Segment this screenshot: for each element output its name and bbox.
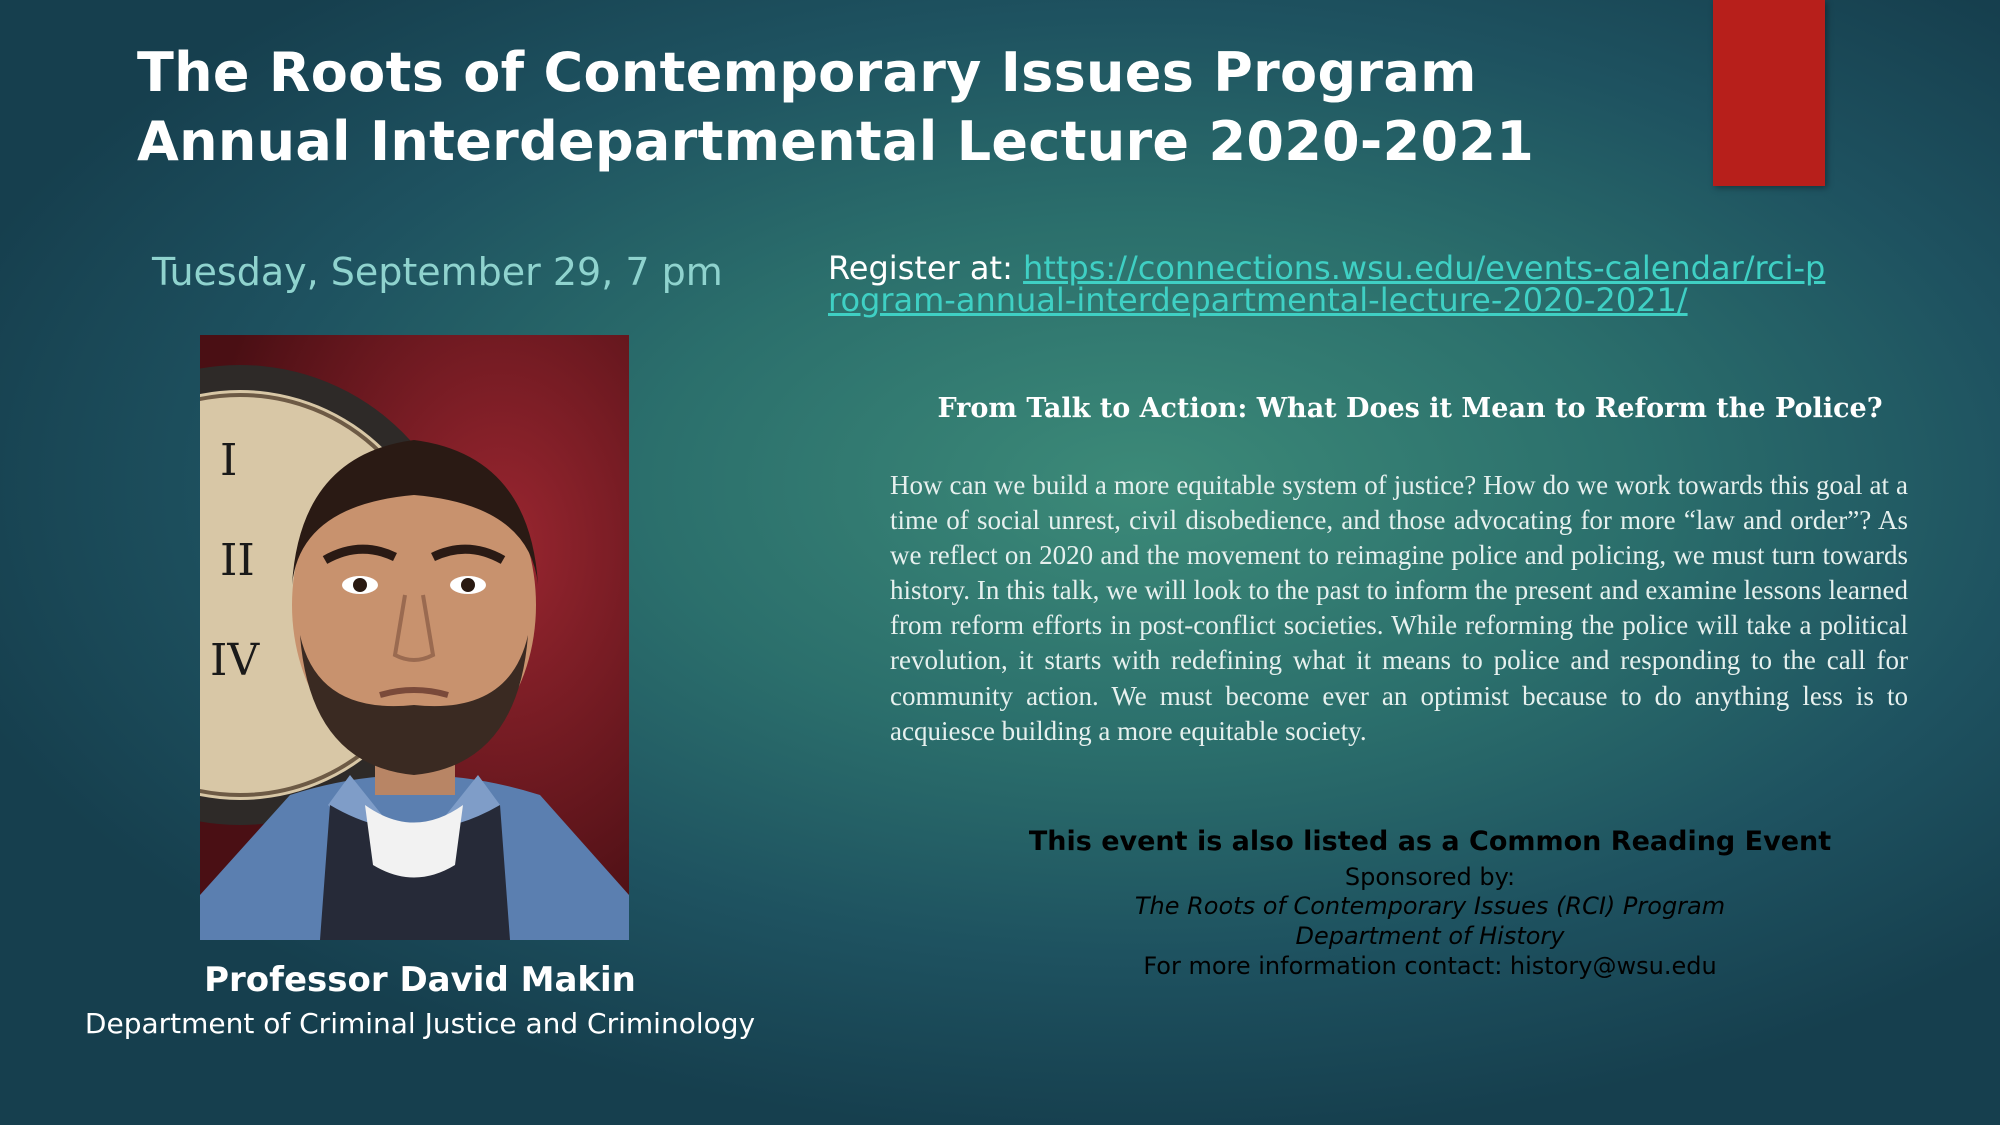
talk-abstract: How can we build a more equitable system of justice? How do we work towards this goal at a time of social unrest, civil disobedience, and those advocating for more “law and order”? As we reflect on 2020 and the movement to reimagine police and policing, we must turn towards history. In this talk, we will look to the past to inform the present and examine lessons learned from reform efforts in post-conflict societies. While reforming the police will take a political revolution, it starts with redefining what it means to police and responding to the call for community action. We must become ever an optimist because to do anything less is to acquiesce building a more equitable society. — [890, 470, 1908, 746]
sponsor-history: Department of History — [1295, 922, 1565, 950]
event-date: Tuesday, September 29, 7 pm — [152, 250, 723, 294]
sponsored-by-label: Sponsored by: — [1344, 863, 1516, 891]
register-info — [828, 249, 1838, 319]
speaker-name: Professor David Makin — [204, 960, 636, 1000]
sponsor-rci: The Roots of Contemporary Issues (RCI) Program — [1134, 892, 1726, 920]
page-title — [137, 38, 1534, 176]
speaker-photo — [200, 335, 629, 940]
svg-text:II: II — [220, 535, 255, 586]
svg-text:IV: IV — [210, 635, 260, 686]
accent-bar — [1713, 0, 1825, 186]
register-link[interactable]: https://connections.wsu.edu/events-calendar/rci-program-annual-interdepartmental-lecture-2020-2021/ — [828, 249, 1826, 319]
svg-text:I: I — [220, 435, 238, 486]
speaker-department: Department of Criminal Justice and Criminology — [84, 1007, 756, 1040]
common-reading-note: This event is also listed as a Common Reading Event — [1028, 826, 1832, 857]
title-line-2: Annual Interdepartmental Lecture 2020-2021 — [137, 110, 1535, 173]
register-label: Register at: — [828, 249, 1024, 287]
contact-info: For more information contact: history@wsu.edu — [1143, 952, 1717, 980]
title-line-1: The Roots of Contemporary Issues Program — [137, 41, 1477, 104]
talk-title: From Talk to Action: What Does it Mean to Reform the Police? — [937, 393, 1883, 424]
